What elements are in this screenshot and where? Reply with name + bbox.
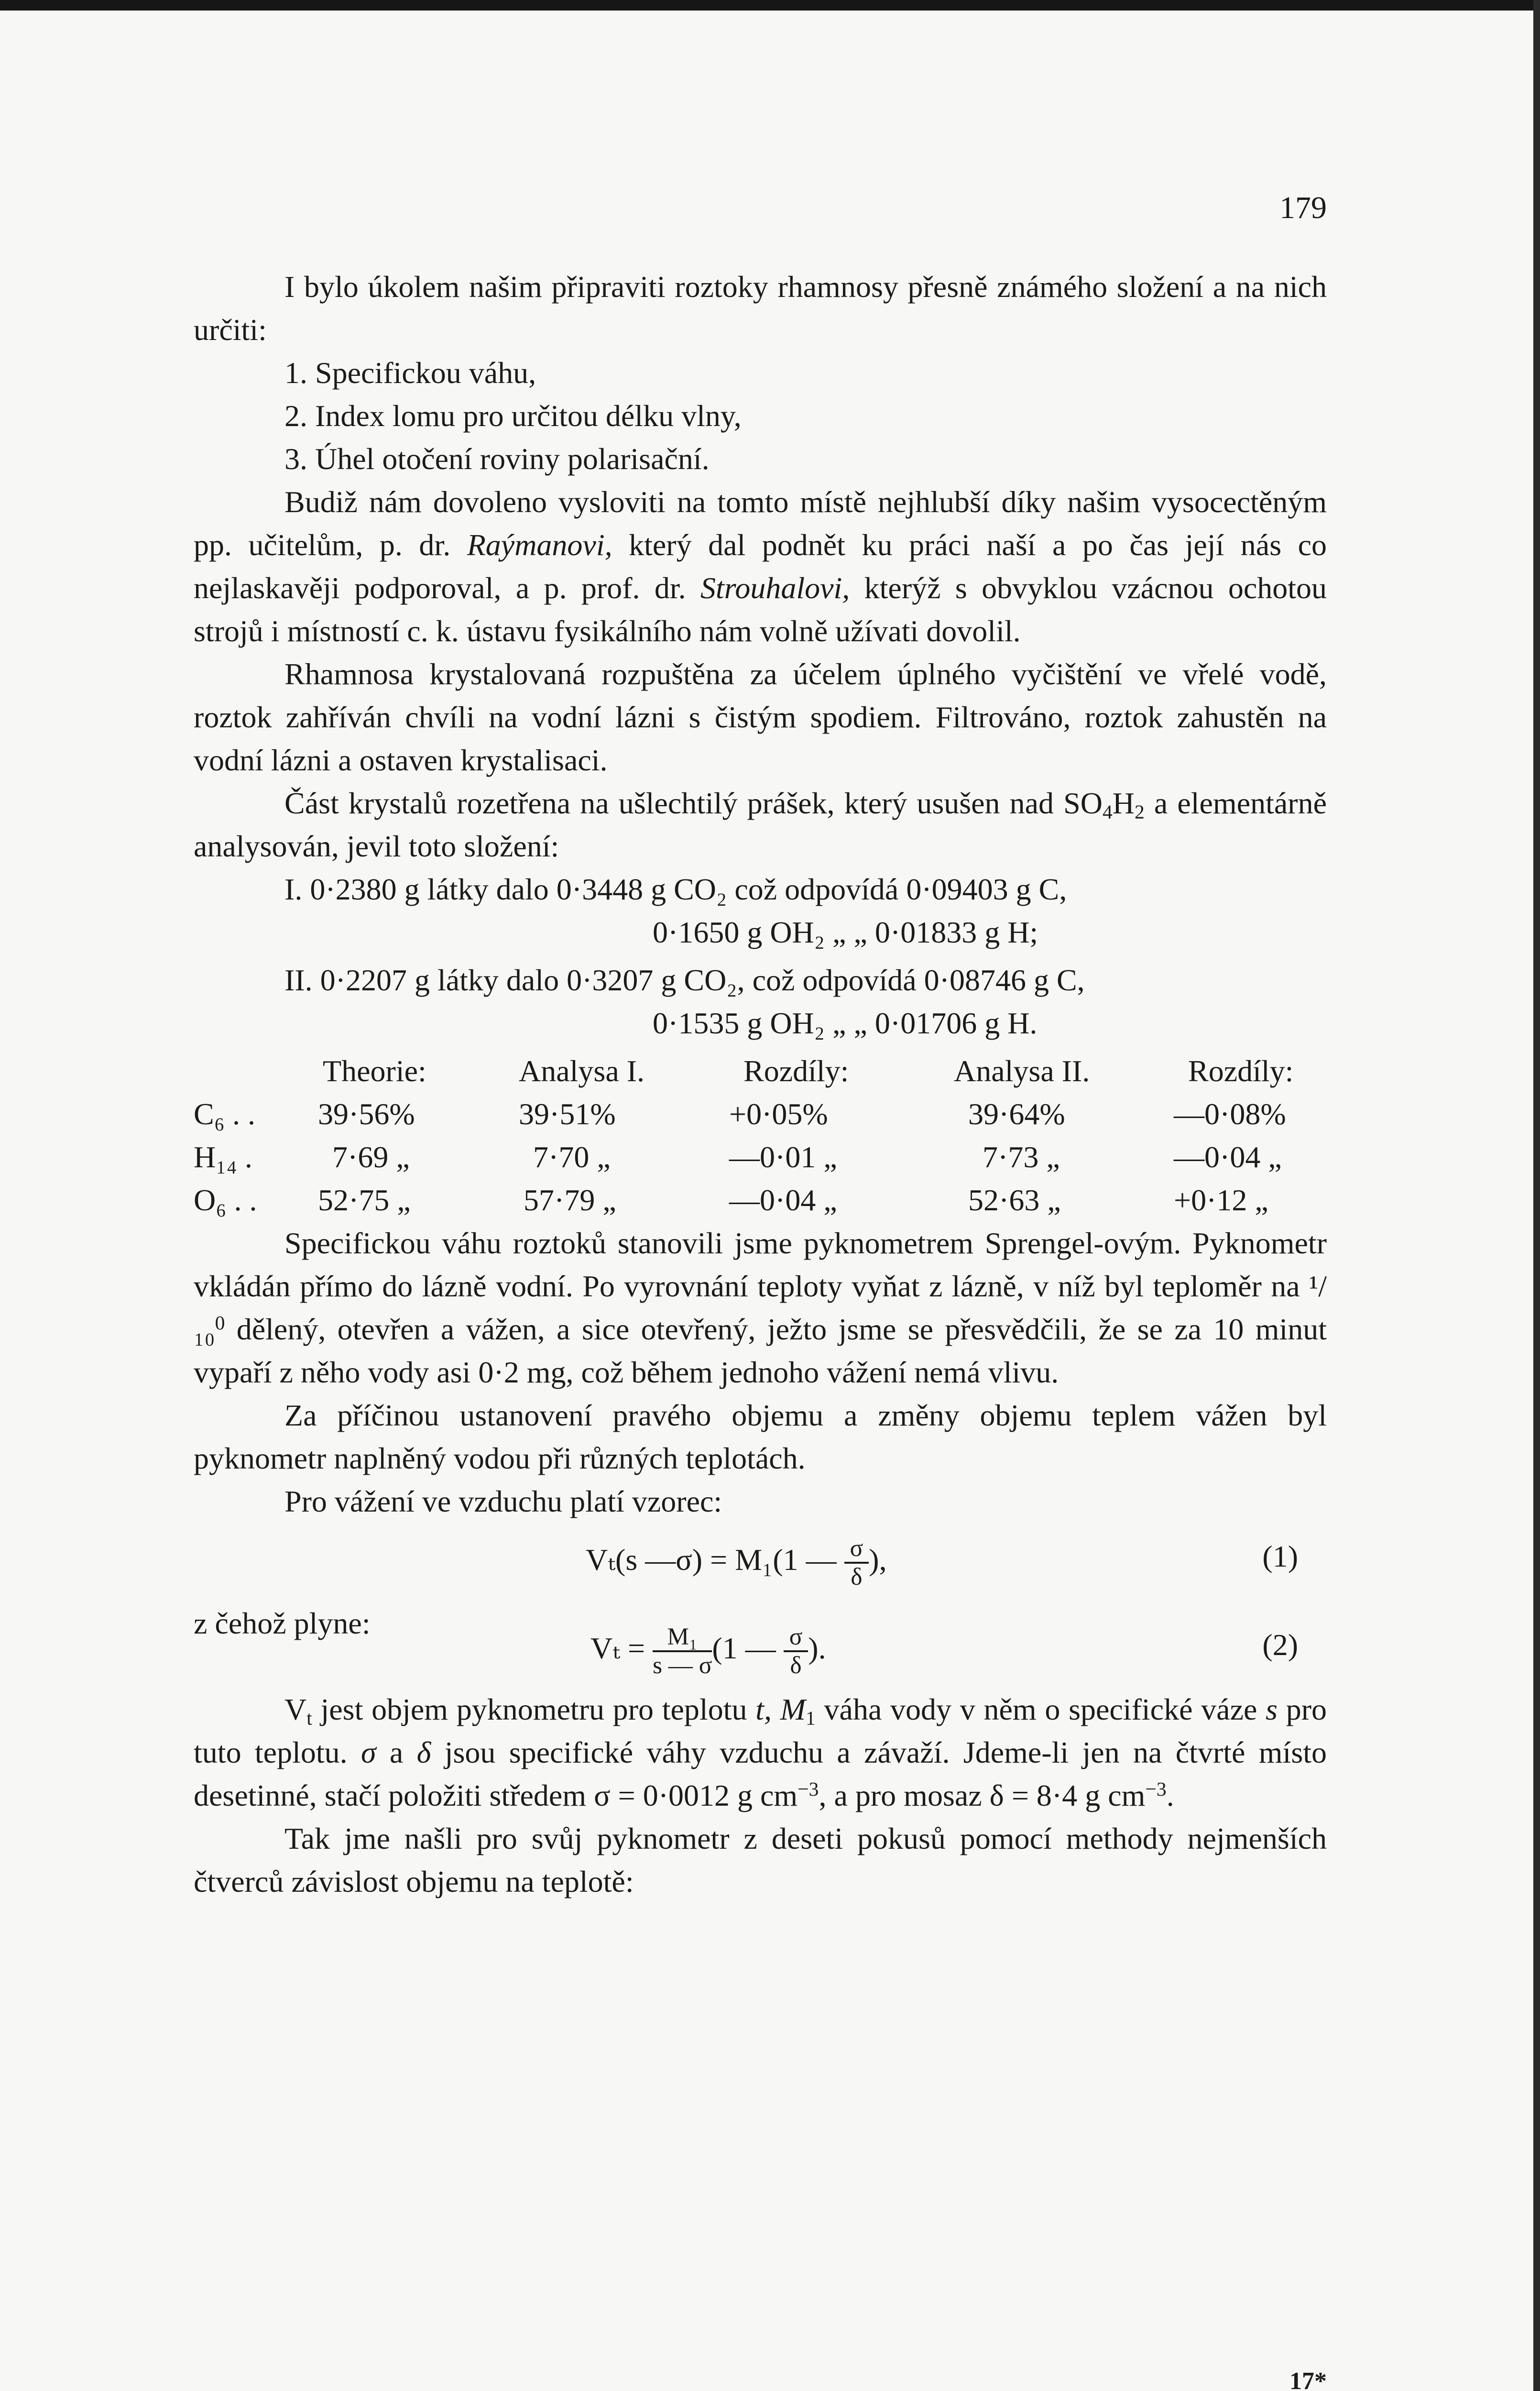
- name-strouhal: Strouhalovi,: [700, 571, 850, 605]
- table-cell: 7·70 „: [533, 1140, 611, 1174]
- measurement-list: [284, 351, 1327, 481]
- table-cell: O₆ . .: [194, 1183, 257, 1217]
- table-header: Rozdíly:: [743, 1054, 849, 1088]
- equation-number: (1): [1262, 1539, 1298, 1573]
- intro-paragraph: I bylo úkolem našim připraviti roztoky rhamnosy přesně známého složení a na nich určiti:: [194, 270, 1327, 347]
- table-cell: 52·75 „: [318, 1183, 411, 1217]
- table-header: Analysa II.: [954, 1054, 1090, 1088]
- fraction: $\frac{\sigma}{\delta}$: [844, 1535, 869, 1591]
- table-cell: 7·69 „: [332, 1140, 410, 1174]
- table-header: Theorie:: [323, 1054, 426, 1088]
- analyses-block: [194, 868, 1327, 1050]
- analysis-row: 0·1650 g OH₂ „ „ 0·01833 g H;: [653, 915, 1038, 949]
- table-cell: —0·04 „: [1174, 1140, 1282, 1174]
- table-cell: H₁₄ .: [194, 1140, 252, 1174]
- formula-2: z čehož plyne: Vₜ = $\frac{\text{M₁}}{s — \sigma}$ (1 — $\frac{\sigma}{\delta}$ ). (2): [194, 1602, 1327, 1688]
- table-cell: 7·73 „: [983, 1140, 1060, 1174]
- table-cell: +0·12 „: [1174, 1183, 1268, 1217]
- list-item: 2. Index lomu pro určitou délku vlny,: [284, 399, 742, 433]
- table-cell: 39·51%: [519, 1097, 616, 1131]
- volume-paragraph: Za příčinou ustanovení pravého objemu a změny objemu teplem vážen byl pyknometr naplněný vodou při různých teplotách.: [194, 1398, 1327, 1475]
- scan-right-edge: [1533, 0, 1540, 2391]
- list-item: 3. Úhel otočení roviny polarisační.: [284, 442, 710, 476]
- composition-table: [194, 1050, 1327, 1222]
- table-header: Analysa I.: [519, 1054, 645, 1088]
- analysis-row: I. 0·2380 g látky dalo 0·3448 g CO₂ což odpovídá 0·09403 g C,: [284, 872, 1067, 906]
- equation-number: (2): [1262, 1628, 1298, 1662]
- fraction: $\frac{\sigma}{\delta}$: [784, 1623, 808, 1679]
- thanks-paragraph: Budiž nám dovoleno vysloviti na tomto místě nejhlubší díky našim vysocectěným pp. učitelům, p. dr. Raýmanovi, který dal podnět ku práci naší a po čas její nás co nejlaskavěji podporoval, a p. prof. dr. Strouhalovi, kterýž s obvyklou vzácnou ochotou strojů i místností c. k. ústavu fysikálního nám volně užívati dovolil.: [194, 485, 1327, 648]
- list-item: 1. Specifickou váhu,: [284, 356, 536, 390]
- table-cell: —0·01 „: [729, 1140, 837, 1174]
- result-paragraph: Tak jme našli pro svůj pyknometr z deseti pokusů pomocí methody nejmenších čtverců závislost objemu na teplotě:: [194, 1821, 1327, 1898]
- analysis-row: II. 0·2207 g látky dalo 0·3207 g CO₂, což odpovídá 0·08746 g C,: [284, 963, 1085, 997]
- table-cell: 57·79 „: [524, 1183, 616, 1217]
- table-header: Rozdíly:: [1188, 1054, 1294, 1088]
- body-text: [194, 265, 1327, 1903]
- table-cell: 52·63 „: [968, 1183, 1061, 1217]
- table-cell: 39·64%: [968, 1097, 1065, 1131]
- rhamnosa-paragraph: Rhamnosa krystalovaná rozpuštěna za účelem úplného vyčištění ve vřelé vodě, roztok zahříván chvíli na vodní lázni s čistým spodiem. Filtrováno, roztok zahustěn na vodní lázni a ostaven krystalisaci.: [194, 657, 1327, 777]
- table-cell: —0·08%: [1174, 1097, 1286, 1131]
- analysis-row: 0·1535 g OH₂ „ „ 0·01706 g H.: [653, 1006, 1038, 1040]
- table-cell: 39·56%: [318, 1097, 415, 1131]
- z-cehoz-plyne: z čehož plyne:: [194, 1606, 371, 1640]
- scan-top-edge: [0, 0, 1540, 11]
- table-cell: C₆ . .: [194, 1097, 255, 1131]
- page-number: 179: [1279, 190, 1327, 225]
- specific-weight-paragraph: Specifickou váhu roztoků stanovili jsme pyknometrem Sprengel-ovým. Pyknometr vkládán přímo do lázně vodní. Po vyrovnání teploty vyňat z lázně, v níž byl teploměr na ¹/₁₀$^0$ dělený, otevřen a vážen, a sice otevřený, ježto jsme se přesvědčili, že se za 10 minut vypaří z něho vody asi 0·2 mg, což během jednoho vážení nemá vlivu.: [194, 1226, 1327, 1389]
- signature-mark: 17*: [1289, 2368, 1327, 2391]
- table-cell: +0·05%: [729, 1097, 828, 1131]
- analysis-intro-paragraph: Část krystalů rozetřena na ušlechtilý prášek, který usušen nad $SO_4H_2$ a elementárně analysován, jevil toto složení:: [194, 786, 1327, 863]
- vt-definition-paragraph: $V_t$ jest objem pyknometru pro teplotu t, $M_1$ váha vody v něm o specifické váze s pro tuto teplotu. σ a δ jsou specifické váhy vzduchu a závaží. Jdeme-li jen na čtvrté místo desetinné, stačí položiti středem σ = 0·0012 g $cm^{-3}$, a pro mosaz δ = 8·4 g $cm^{-3}$.: [194, 1692, 1327, 1812]
- weighing-paragraph: Pro vážení ve vzduchu platí vzorec:: [284, 1484, 722, 1518]
- fraction: $\frac{\text{M₁}}{s — \sigma}$: [653, 1623, 712, 1679]
- table-cell: —0·04 „: [729, 1183, 837, 1217]
- name-raymann: Raýmanovi,: [467, 528, 612, 562]
- formula-1: Vₜ(s —σ) = M₁(1 — $\frac{\sigma}{\delta}$ ), (1): [586, 1535, 1298, 1591]
